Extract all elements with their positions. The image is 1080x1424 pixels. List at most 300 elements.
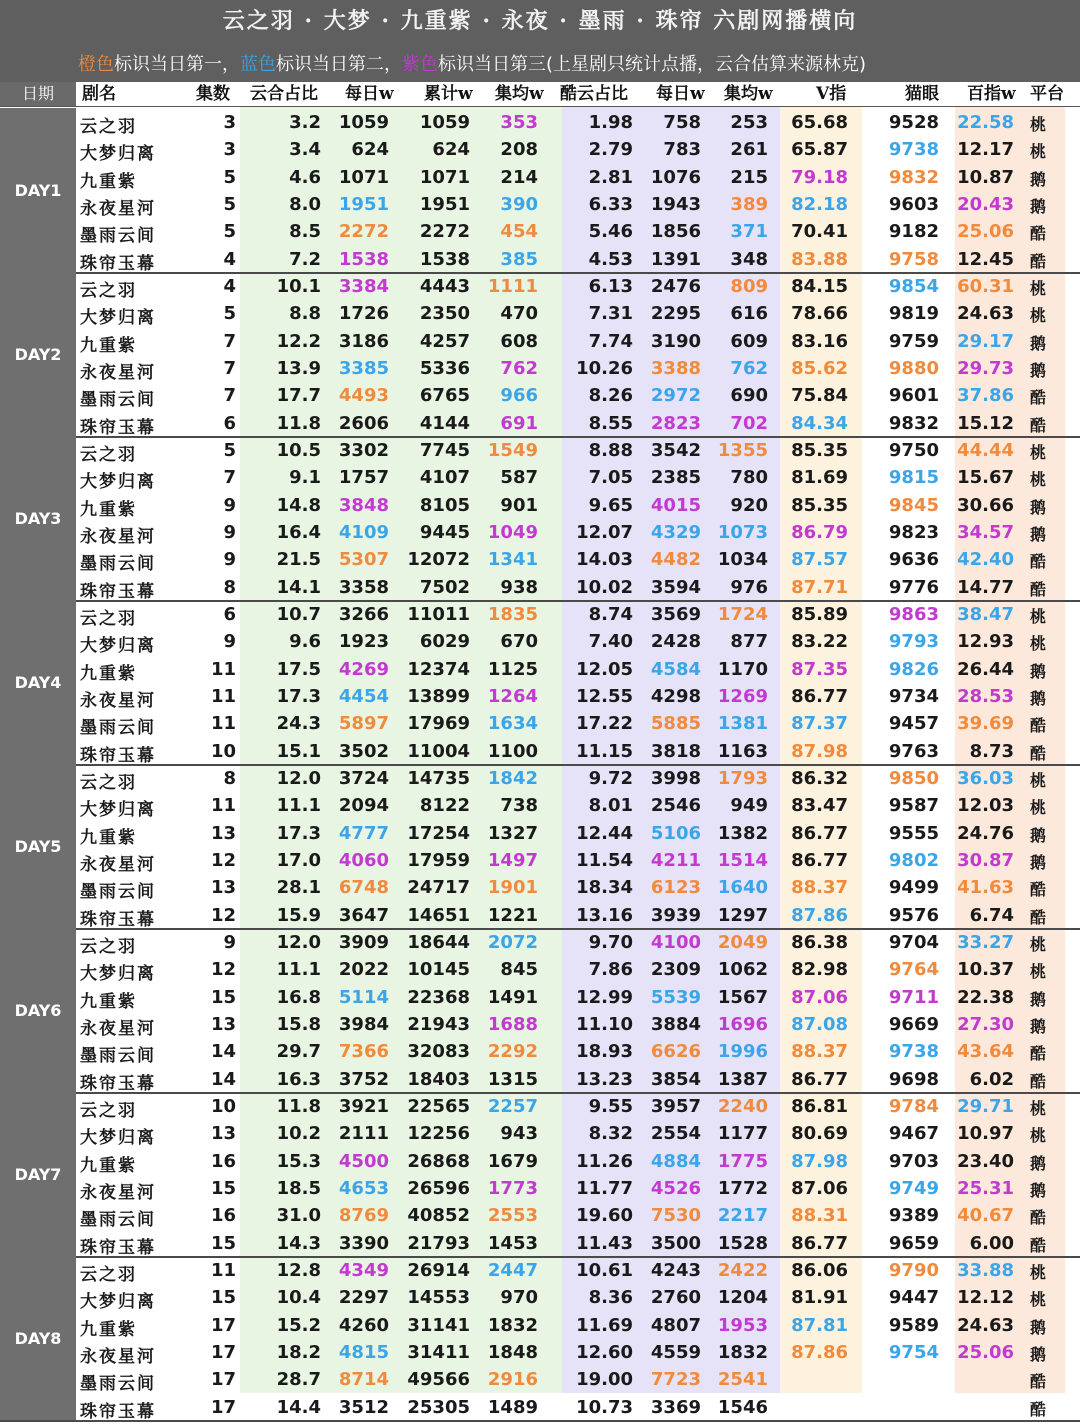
cell-avg: 1688 (487, 1013, 538, 1035)
cell-yh: 12.0 (276, 768, 321, 789)
cell-d: 3647 (338, 904, 389, 926)
cell-v: 87.06 (791, 986, 848, 1008)
cell-kd: 5885 (650, 713, 701, 735)
cell-ep: 6 (223, 412, 236, 434)
cell-ka: 616 (730, 303, 768, 325)
cell-name: 墨雨云间 (80, 1046, 156, 1067)
cell-v: 86.77 (791, 1068, 848, 1090)
cell-bz: 33.27 (957, 932, 1014, 953)
cell-ky: 2.79 (588, 139, 633, 161)
cell-bz: 22.38 (957, 986, 1014, 1008)
cell-yh: 31.0 (276, 1205, 321, 1227)
cell-pt: 鹅 (1030, 661, 1047, 681)
cell-kd: 2385 (650, 467, 701, 489)
table-row (76, 959, 1080, 986)
cell-cum: 6029 (419, 631, 470, 653)
cell-bz: 12.93 (957, 631, 1014, 653)
cell-bz: 33.88 (957, 1260, 1014, 1281)
cell-kd: 2760 (650, 1287, 701, 1309)
cell-ep: 7 (223, 357, 236, 379)
cell-my: 9389 (888, 1205, 939, 1227)
cell-my: 9447 (888, 1287, 939, 1309)
cell-ky: 14.03 (576, 549, 633, 571)
cell-cum: 8122 (419, 795, 470, 817)
cell-ka: 920 (730, 494, 768, 516)
cell-bz: 6.74 (969, 904, 1014, 926)
cell-name: 大梦归离 (80, 472, 156, 493)
cell-my: 9703 (888, 1150, 939, 1172)
cell-d: 4493 (338, 385, 389, 407)
cell-ep: 14 (210, 1041, 236, 1063)
cell-yh: 14.4 (276, 1396, 321, 1418)
cell-ep: 9 (223, 631, 236, 653)
cell-kd: 1856 (650, 221, 701, 243)
cell-avg: 1848 (487, 1341, 538, 1363)
cell-my: 9790 (888, 1260, 939, 1281)
day-block (0, 764, 1080, 930)
cell-ky: 12.05 (576, 658, 633, 680)
cell-bz: 26.44 (957, 658, 1014, 680)
cell-name: 永夜星河 (80, 854, 156, 875)
cell-d: 4260 (338, 1314, 389, 1336)
cell-yh: 8.5 (289, 221, 321, 243)
cell-bz: 10.87 (957, 166, 1014, 188)
cell-avg: 966 (500, 385, 538, 407)
cell-cum: 17969 (407, 713, 470, 735)
cell-kd: 2309 (650, 959, 701, 981)
cell-ka: 1567 (717, 986, 768, 1008)
cell-cum: 26868 (407, 1150, 470, 1172)
cell-ky: 7.05 (588, 467, 633, 489)
cell-bz: 30.87 (957, 849, 1014, 871)
cell-ky: 12.55 (576, 685, 633, 707)
cell-ky: 11.15 (576, 740, 633, 762)
cell-ep: 16 (210, 1205, 236, 1227)
table-row (76, 495, 1080, 522)
cell-yh: 9.1 (289, 467, 321, 489)
cell-bz: 12.45 (957, 248, 1014, 270)
cell-name: 大梦归离 (80, 636, 156, 657)
cell-bz: 24.63 (957, 1314, 1014, 1336)
cell-cum: 14735 (407, 768, 470, 789)
cell-ky: 7.86 (588, 959, 633, 981)
cell-yh: 18.5 (276, 1177, 321, 1199)
header-cumulative: 累计w (424, 84, 473, 104)
cell-yh: 15.8 (276, 1013, 321, 1035)
cell-name: 大梦归离 (80, 144, 156, 165)
cell-yh: 17.0 (276, 849, 321, 871)
cell-cum: 1071 (419, 166, 470, 188)
day-label: DAY3 (0, 436, 76, 600)
cell-v: 86.77 (791, 1232, 848, 1254)
cell-my: 9738 (888, 1041, 939, 1063)
cell-kd: 4807 (650, 1314, 701, 1336)
cell-cum: 4257 (419, 330, 470, 352)
cell-ky: 8.55 (588, 412, 633, 434)
cell-my: 9793 (888, 631, 939, 653)
cell-name: 云之羽 (80, 281, 137, 301)
cell-v: 70.41 (791, 221, 848, 243)
header-daily: 每日w (345, 84, 394, 104)
day-block (0, 436, 1080, 602)
cell-ka: 1996 (717, 1041, 768, 1063)
cell-bz: 10.97 (957, 1123, 1014, 1145)
cell-ka: 949 (730, 795, 768, 817)
cell-bz: 6.00 (969, 1232, 1014, 1254)
cell-ep: 4 (223, 248, 236, 270)
cell-ky: 13.23 (576, 1068, 633, 1090)
cell-avg: 943 (500, 1123, 538, 1145)
cell-ky: 19.60 (576, 1205, 633, 1227)
cell-ep: 5 (223, 166, 236, 188)
cell-ep: 11 (210, 795, 236, 817)
cell-pt: 酷 (1030, 1208, 1047, 1228)
cell-name: 墨雨云间 (80, 554, 156, 575)
cell-cum: 22565 (407, 1096, 470, 1117)
cell-pt: 鹅 (1030, 360, 1047, 380)
cell-ky: 8.88 (588, 440, 633, 461)
cell-pt: 鹅 (1030, 688, 1047, 708)
cell-cum: 4144 (419, 412, 470, 434)
cell-kd: 4243 (650, 1260, 701, 1281)
cell-d: 1923 (338, 631, 389, 653)
cell-pt: 桃 (1030, 634, 1047, 654)
cell-ka: 1387 (717, 1068, 768, 1090)
cell-pt: 鹅 (1030, 524, 1047, 544)
cell-d: 3358 (338, 576, 389, 598)
cell-ep: 11 (210, 713, 236, 735)
cell-yh: 10.5 (276, 440, 321, 461)
cell-avg: 587 (500, 467, 538, 489)
cell-kd: 3190 (650, 330, 701, 352)
cell-kd: 3594 (650, 576, 701, 598)
cell-ep: 8 (223, 576, 236, 598)
cell-my: 9467 (888, 1123, 939, 1145)
cell-cum: 1538 (419, 248, 470, 270)
cell-pt: 桃 (1030, 1126, 1047, 1146)
cell-ka: 1832 (717, 1341, 768, 1363)
cell-name: 墨雨云间 (80, 718, 156, 739)
day-block (0, 272, 1080, 438)
cell-avg: 845 (500, 959, 538, 981)
cell-avg: 208 (500, 139, 538, 161)
cell-avg: 390 (500, 193, 538, 215)
cell-ep: 13 (210, 877, 236, 899)
day-label: DAY4 (0, 600, 76, 764)
cell-ka: 1034 (717, 549, 768, 571)
cell-pt: 酷 (1030, 251, 1047, 271)
cell-ka: 1640 (717, 877, 768, 899)
cell-ky: 10.73 (576, 1396, 633, 1418)
cell-d: 3390 (338, 1232, 389, 1254)
table-row (76, 877, 1080, 904)
cell-ep: 7 (223, 467, 236, 489)
cell-bz: 43.64 (957, 1041, 1014, 1063)
cell-my: 9738 (888, 139, 939, 161)
day-label: DAY2 (0, 272, 76, 436)
cell-yh: 15.3 (276, 1150, 321, 1172)
cell-cum: 14553 (407, 1287, 470, 1309)
table-row (76, 331, 1080, 358)
table-row (76, 194, 1080, 221)
cell-v: 84.34 (791, 412, 848, 434)
cell-d: 4060 (338, 849, 389, 871)
cell-pt: 酷 (1030, 552, 1047, 572)
cell-ky: 9.70 (588, 932, 633, 953)
cell-ka: 762 (730, 357, 768, 379)
cell-my: 9815 (888, 467, 939, 489)
cell-ka: 809 (730, 276, 768, 297)
table-row (76, 276, 1080, 303)
cell-d: 2606 (338, 412, 389, 434)
cell-pt: 鹅 (1030, 169, 1047, 189)
cell-my: 9763 (888, 740, 939, 762)
cell-cum: 21793 (407, 1232, 470, 1254)
cell-avg: 1453 (487, 1232, 538, 1254)
cell-my: 9850 (888, 768, 939, 789)
cell-ky: 7.31 (588, 303, 633, 325)
cell-my: 9603 (888, 193, 939, 215)
day-label: DAY7 (0, 1092, 76, 1256)
cell-ky: 12.44 (576, 822, 633, 844)
cell-kd: 3500 (650, 1232, 701, 1254)
cell-d: 4349 (338, 1260, 389, 1281)
cell-ky: 6.13 (588, 276, 633, 297)
cell-pt: 桃 (1030, 935, 1047, 954)
cell-pt: 鹅 (1030, 497, 1047, 517)
cell-cum: 14651 (407, 904, 470, 926)
cell-cum: 49566 (407, 1369, 470, 1391)
cell-bz: 27.30 (957, 1013, 1014, 1035)
cell-ka: 1772 (717, 1177, 768, 1199)
cell-name: 九重紫 (80, 991, 137, 1012)
cell-ka: 1696 (717, 1013, 768, 1035)
cell-kd: 1076 (650, 166, 701, 188)
cell-bz: 29.73 (957, 357, 1014, 379)
cell-v: 84.15 (791, 276, 848, 297)
cell-cum: 21943 (407, 1013, 470, 1035)
cell-ky: 4.53 (588, 248, 633, 270)
cell-yh: 11.8 (276, 412, 321, 434)
cell-ep: 17 (210, 1369, 236, 1391)
cell-avg: 1315 (487, 1068, 538, 1090)
cell-bz: 6.02 (969, 1068, 1014, 1090)
cell-my: 9758 (888, 248, 939, 270)
cell-yh: 3.4 (289, 139, 321, 161)
cell-v: 87.37 (791, 713, 848, 735)
cell-cum: 2350 (419, 303, 470, 325)
cell-cum: 18644 (407, 932, 470, 953)
cell-cum: 18403 (407, 1068, 470, 1090)
cell-v: 86.79 (791, 521, 848, 543)
cell-name: 永夜星河 (80, 690, 156, 711)
cell-pt: 酷 (1030, 880, 1047, 900)
cell-avg: 1549 (487, 440, 538, 461)
cell-v: 87.35 (791, 658, 848, 680)
cell-ep: 13 (210, 822, 236, 844)
cell-ky: 12.60 (576, 1341, 633, 1363)
cell-kd: 3939 (650, 904, 701, 926)
legend-orange-text: 标识当日第一， (114, 54, 240, 75)
table-row (76, 1151, 1080, 1178)
cell-bz: 25.06 (957, 221, 1014, 243)
cell-kd: 1391 (650, 248, 701, 270)
cell-bz: 39.69 (957, 713, 1014, 735)
cell-v: 86.77 (791, 685, 848, 707)
cell-ka: 690 (730, 385, 768, 407)
legend-blue-label: 蓝色 (240, 54, 276, 75)
cell-pt: 鹅 (1030, 852, 1047, 872)
cell-ka: 1177 (717, 1123, 768, 1145)
cell-ep: 7 (223, 385, 236, 407)
cell-d: 1757 (338, 467, 389, 489)
cell-d: 5114 (338, 986, 389, 1008)
cell-name: 云之羽 (80, 609, 137, 629)
table-row (76, 1369, 1080, 1396)
cell-my: 9576 (888, 904, 939, 926)
cell-d: 5307 (338, 549, 389, 571)
cell-v: 87.08 (791, 1013, 848, 1035)
cell-ka: 2541 (717, 1369, 768, 1391)
cell-name: 大梦归离 (80, 308, 156, 329)
cell-name: 永夜星河 (80, 526, 156, 547)
cell-yh: 14.1 (276, 576, 321, 598)
cell-avg: 2553 (487, 1205, 538, 1227)
cell-my: 9589 (888, 1314, 939, 1336)
cell-kd: 758 (663, 112, 701, 133)
cell-pt: 鹅 (1030, 989, 1047, 1009)
cell-pt: 桃 (1030, 306, 1047, 326)
cell-kd: 3542 (650, 440, 701, 461)
cell-ky: 8.26 (588, 385, 633, 407)
cell-yh: 8.8 (289, 303, 321, 325)
cell-ka: 976 (730, 576, 768, 598)
table-row (76, 303, 1080, 330)
cell-name: 九重紫 (80, 499, 137, 520)
cell-bz: 12.03 (957, 795, 1014, 817)
table-row (76, 1205, 1080, 1232)
table-row (76, 1342, 1080, 1369)
cell-name: 珠帘玉幕 (80, 1073, 156, 1094)
table-row (76, 1178, 1080, 1205)
cell-my: 9832 (888, 412, 939, 434)
cell-avg: 1221 (487, 904, 538, 926)
cell-name: 大梦归离 (80, 800, 156, 821)
cell-ep: 5 (223, 303, 236, 325)
table-row (76, 1287, 1080, 1314)
cell-avg: 1842 (487, 768, 538, 789)
cell-d: 3385 (338, 357, 389, 379)
cell-avg: 454 (500, 221, 538, 243)
cell-name: 永夜星河 (80, 362, 156, 383)
cell-ky: 9.65 (588, 494, 633, 516)
cell-bz: 40.67 (957, 1205, 1014, 1227)
cell-my: 9819 (888, 303, 939, 325)
header-maoyan: 猫眼 (905, 84, 939, 104)
cell-avg: 214 (500, 166, 538, 188)
cell-d: 3266 (338, 604, 389, 625)
cell-pt: 桃 (1030, 279, 1047, 298)
cell-d: 2272 (338, 221, 389, 243)
cell-pt: 酷 (1030, 415, 1047, 435)
cell-d: 4269 (338, 658, 389, 680)
cell-ka: 348 (730, 248, 768, 270)
cell-pt: 桃 (1030, 607, 1047, 626)
cell-v: 87.57 (791, 549, 848, 571)
cell-kd: 2823 (650, 412, 701, 434)
cell-yh: 28.1 (276, 877, 321, 899)
cell-ky: 12.99 (576, 986, 633, 1008)
table-row (76, 112, 1080, 139)
cell-cum: 24717 (407, 877, 470, 899)
cell-bz: 20.43 (957, 193, 1014, 215)
cell-d: 5897 (338, 713, 389, 735)
cell-my: 9754 (888, 1341, 939, 1363)
cell-avg: 2072 (487, 932, 538, 953)
cell-name: 云之羽 (80, 773, 137, 793)
cell-kd: 2428 (650, 631, 701, 653)
cell-avg: 2447 (487, 1260, 538, 1281)
header-v-index: V指 (816, 84, 847, 104)
cell-kd: 2546 (650, 795, 701, 817)
cell-d: 3984 (338, 1013, 389, 1035)
cell-avg: 1832 (487, 1314, 538, 1336)
cell-pt: 酷 (1030, 716, 1047, 736)
cell-ky: 10.61 (576, 1260, 633, 1281)
cell-name: 永夜星河 (80, 198, 156, 219)
cell-d: 3909 (338, 932, 389, 953)
cell-name: 大梦归离 (80, 1128, 156, 1149)
cell-ep: 13 (210, 1123, 236, 1145)
cell-yh: 10.1 (276, 276, 321, 297)
cell-avg: 1835 (487, 604, 538, 625)
cell-d: 3384 (338, 276, 389, 297)
cell-ka: 1073 (717, 521, 768, 543)
cell-pt: 酷 (1030, 1044, 1047, 1064)
cell-ep: 9 (223, 549, 236, 571)
table-row (76, 385, 1080, 412)
cell-yh: 14.8 (276, 494, 321, 516)
cell-d: 1538 (338, 248, 389, 270)
cell-name: 九重紫 (80, 827, 137, 848)
cell-kd: 7530 (650, 1205, 701, 1227)
page-title: 云之羽 · 大梦 · 九重紫 · 永夜 · 墨雨 · 珠帘 六剧网播横向 (222, 8, 858, 34)
cell-kd: 7723 (650, 1369, 701, 1391)
cell-d: 4500 (338, 1150, 389, 1172)
cell-v: 83.47 (791, 795, 848, 817)
table-row (76, 604, 1080, 631)
cell-ky: 19.00 (576, 1369, 633, 1391)
cell-avg: 1111 (487, 276, 538, 297)
cell-bz: 34.57 (957, 521, 1014, 543)
cell-pt: 鹅 (1030, 333, 1047, 353)
cell-v: 87.86 (791, 1341, 848, 1363)
cell-avg: 608 (500, 330, 538, 352)
cell-ky: 17.22 (576, 713, 633, 735)
cell-yh: 11.1 (276, 959, 321, 981)
cell-kd: 783 (663, 139, 701, 161)
cell-yh: 21.5 (276, 549, 321, 571)
cell-v: 81.69 (791, 467, 848, 489)
cell-d: 3512 (338, 1396, 389, 1418)
cell-yh: 12.8 (276, 1260, 321, 1281)
cell-v: 82.98 (791, 959, 848, 981)
cell-my: 9457 (888, 713, 939, 735)
cell-kd: 4100 (650, 932, 701, 953)
cell-ka: 215 (730, 166, 768, 188)
cell-my: 9854 (888, 276, 939, 297)
cell-avg: 2916 (487, 1369, 538, 1391)
